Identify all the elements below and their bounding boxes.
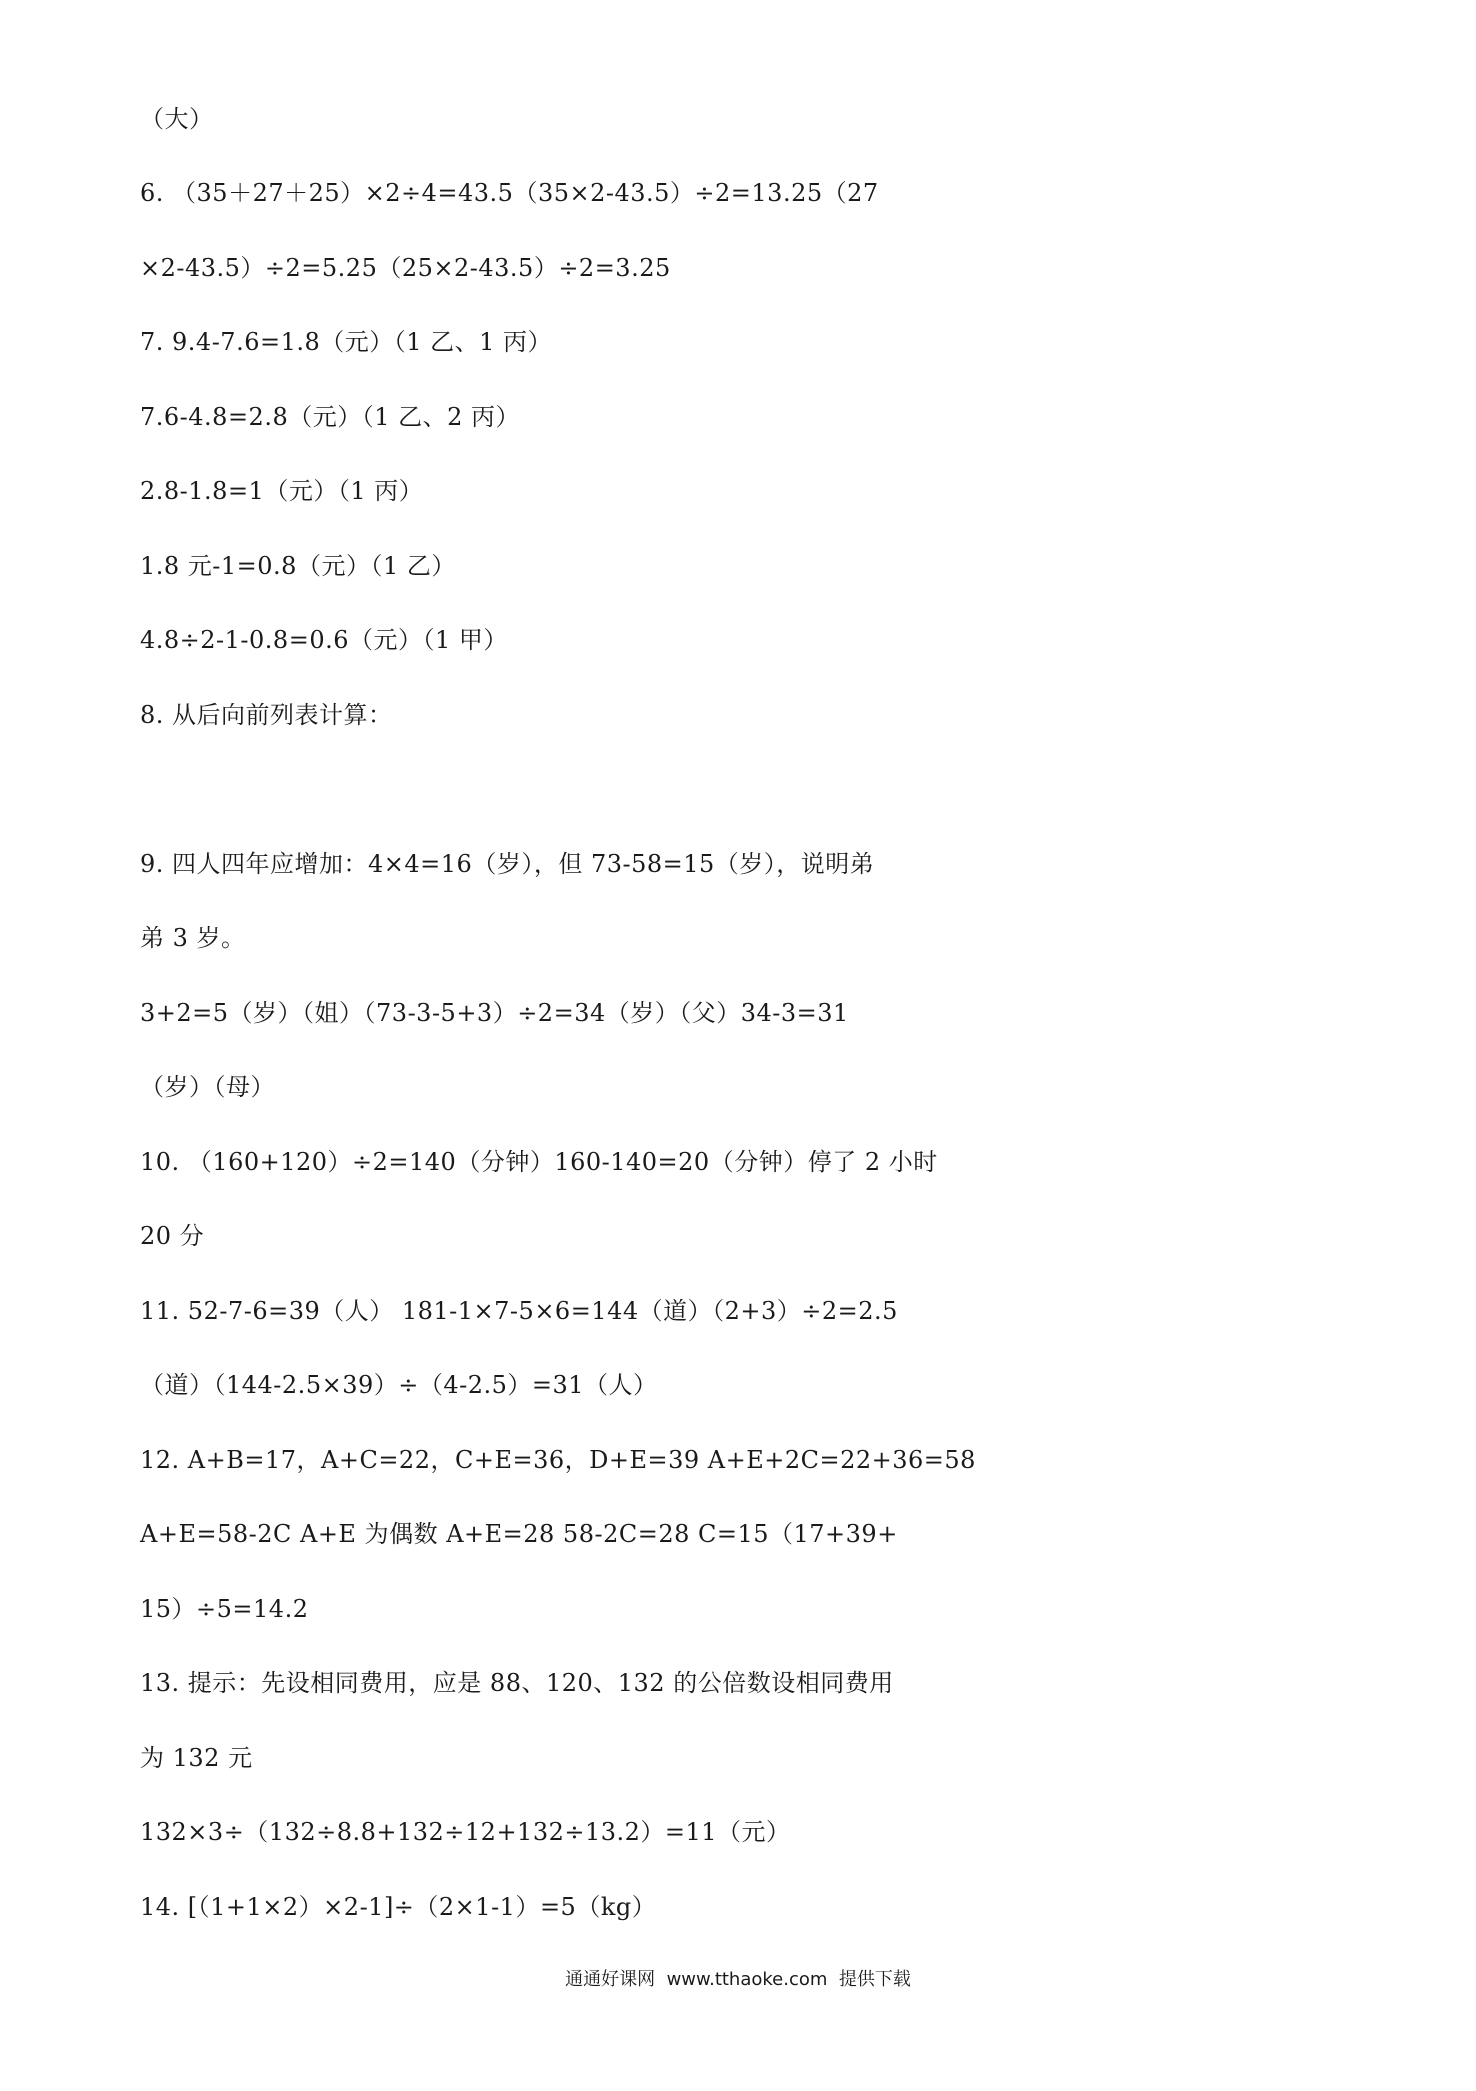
text-line: 7. 9.4-7.6=1.8（元）（1 乙、1 丙） <box>140 328 553 356</box>
text-line: 1.8 元-1=0.8（元）（1 乙） <box>140 552 456 580</box>
text-line: 132×3÷（132÷8.8+132÷12+132÷13.2）=11（元） <box>140 1818 791 1846</box>
text-line: 9. 四人四年应增加：4×4=16（岁），但 73-58=15（岁），说明弟 <box>140 850 875 878</box>
page-footer: 通通好课网 www.tthaoke.com 提供下载 <box>565 1969 911 1990</box>
text-line: 14. [（1+1×2）×2-1]÷（2×1-1）=5（kg） <box>140 1893 657 1921</box>
text-line: 7.6-4.8=2.8（元）（1 乙、2 丙） <box>140 403 521 431</box>
text-line: （道）（144-2.5×39）÷（4-2.5）=31（人） <box>140 1371 658 1399</box>
text-line: ×2-43.5）÷2=5.25（25×2-43.5）÷2=3.25 <box>140 254 671 282</box>
text-line: 8. 从后向前列表计算： <box>140 701 393 729</box>
text-line: 20 分 <box>140 1222 205 1250</box>
text-line: 15）÷5=14.2 <box>140 1595 309 1623</box>
text-line: （岁）（母） <box>140 1073 275 1101</box>
text-line: 4.8÷2-1-0.8=0.6（元）（1 甲） <box>140 626 508 654</box>
text-line: （大） <box>140 105 214 133</box>
text-line: 为 132 元 <box>140 1744 253 1772</box>
text-line: 2.8-1.8=1（元）（1 丙） <box>140 477 424 505</box>
text-line: 弟 3 岁。 <box>140 924 246 952</box>
text-line: 10. （160+120）÷2=140（分钟）160-140=20（分钟）停了 2 小时 <box>140 1148 938 1176</box>
text-line: 12. A+B=17，A+C=22，C+E=36，D+E=39 A+E+2C=22+36=58 <box>140 1446 976 1474</box>
text-line: A+E=58-2C A+E 为偶数 A+E=28 58-2C=28 C=15（17+39+ <box>140 1520 898 1548</box>
text-line: 6. （35＋27＋25）×2÷4=43.5（35×2-43.5）÷2=13.25（27 <box>140 179 879 207</box>
text-line: 3+2=5（岁）（姐）（73-3-5+3）÷2=34（岁）（父）34-3=31 <box>140 999 849 1027</box>
text-line: 13. 提示：先设相同费用，应是 88、120、132 的公倍数设相同费用 <box>140 1669 894 1697</box>
text-line: 11. 52-7-6=39（人） 181-1×7-5×6=144（道）（2+3）÷2=2.5 <box>140 1297 898 1325</box>
